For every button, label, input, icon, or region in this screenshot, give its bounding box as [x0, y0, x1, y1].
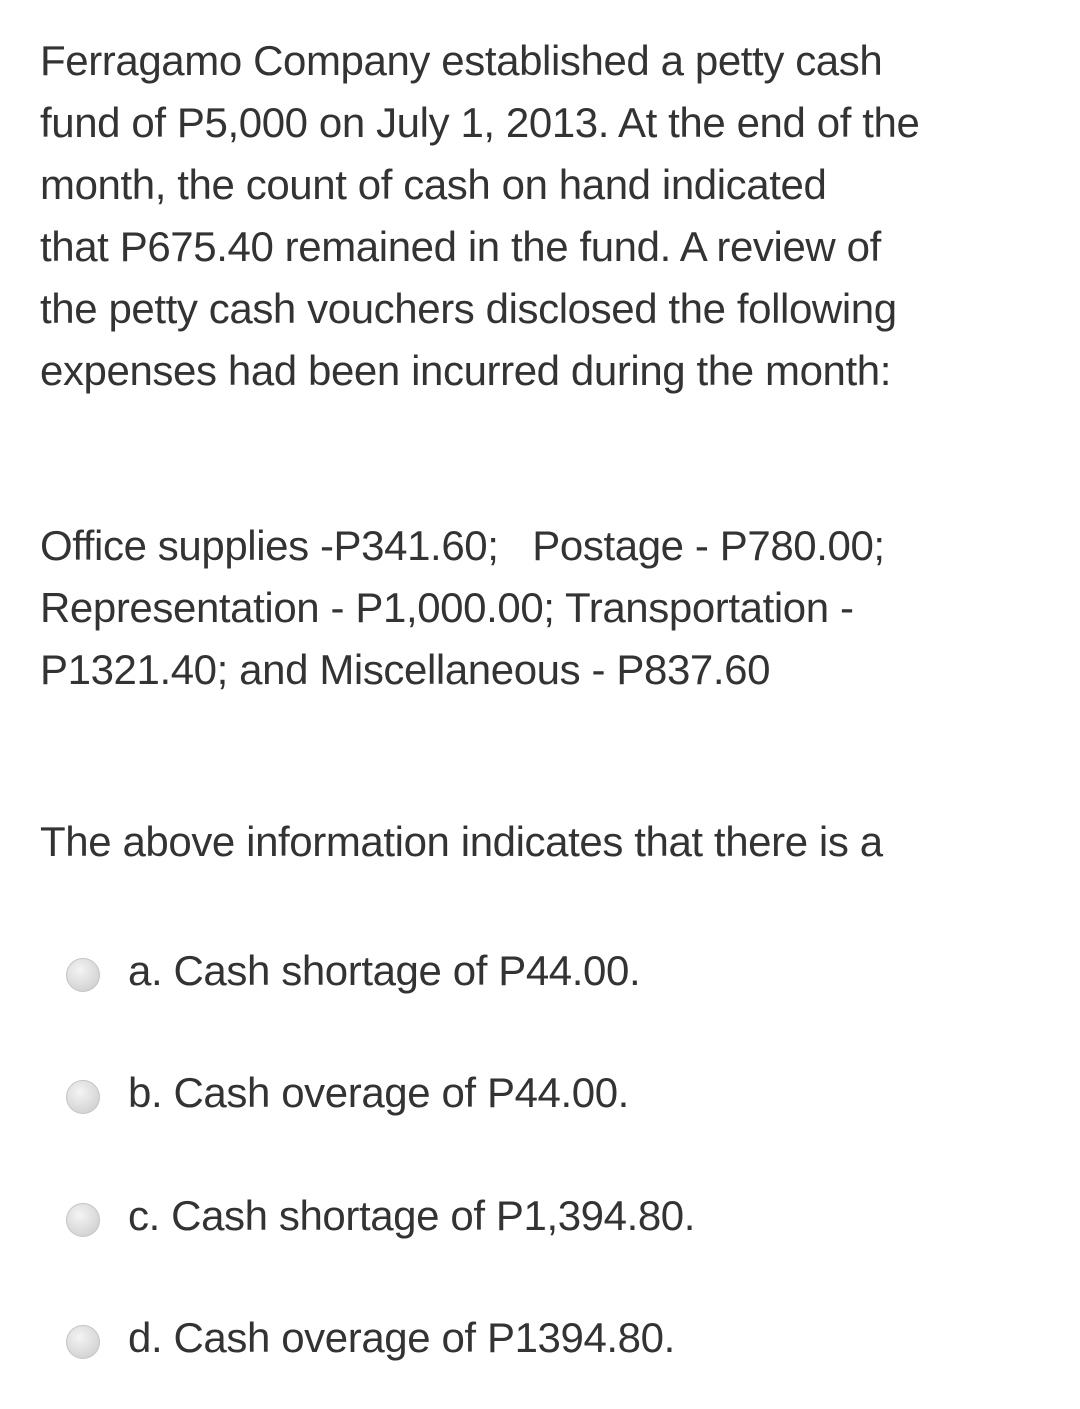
- expense-line: Office supplies -P341.60; Postage - P780.00;: [40, 522, 885, 569]
- option-d[interactable]: [66, 1307, 675, 1369]
- stem-line: Ferragamo Company established a petty cash: [40, 37, 883, 84]
- option-label: b. Cash overage of P44.00.: [128, 1069, 629, 1116]
- question-prompt: The above information indicates that there is a: [40, 818, 883, 865]
- radio-button-icon[interactable]: [66, 1325, 100, 1359]
- radio-button-icon[interactable]: [66, 1080, 100, 1114]
- question-stem: [40, 30, 1060, 402]
- expense-line: Representation - P1,000.00; Transportation -: [40, 584, 854, 631]
- radio-button-icon[interactable]: [66, 958, 100, 992]
- expense-list: [40, 515, 1060, 701]
- radio-button-icon[interactable]: [66, 1203, 100, 1237]
- stem-line: expenses had been incurred during the month:: [40, 347, 891, 394]
- option-label: d. Cash overage of P1394.80.: [128, 1314, 675, 1361]
- stem-line: the petty cash vouchers disclosed the following: [40, 285, 897, 332]
- stem-line: that P675.40 remained in the fund. A review of: [40, 223, 881, 270]
- stem-line: fund of P5,000 on July 1, 2013. At the end of the: [40, 99, 920, 146]
- expense-line: P1321.40; and Miscellaneous - P837.60: [40, 646, 771, 693]
- stem-line: month, the count of cash on hand indicated: [40, 161, 827, 208]
- option-b[interactable]: [66, 1062, 629, 1124]
- option-c[interactable]: [66, 1185, 695, 1247]
- option-a[interactable]: [66, 940, 640, 1002]
- option-label: c. Cash shortage of P1,394.80.: [128, 1192, 696, 1239]
- option-label: a. Cash shortage of P44.00.: [128, 947, 641, 994]
